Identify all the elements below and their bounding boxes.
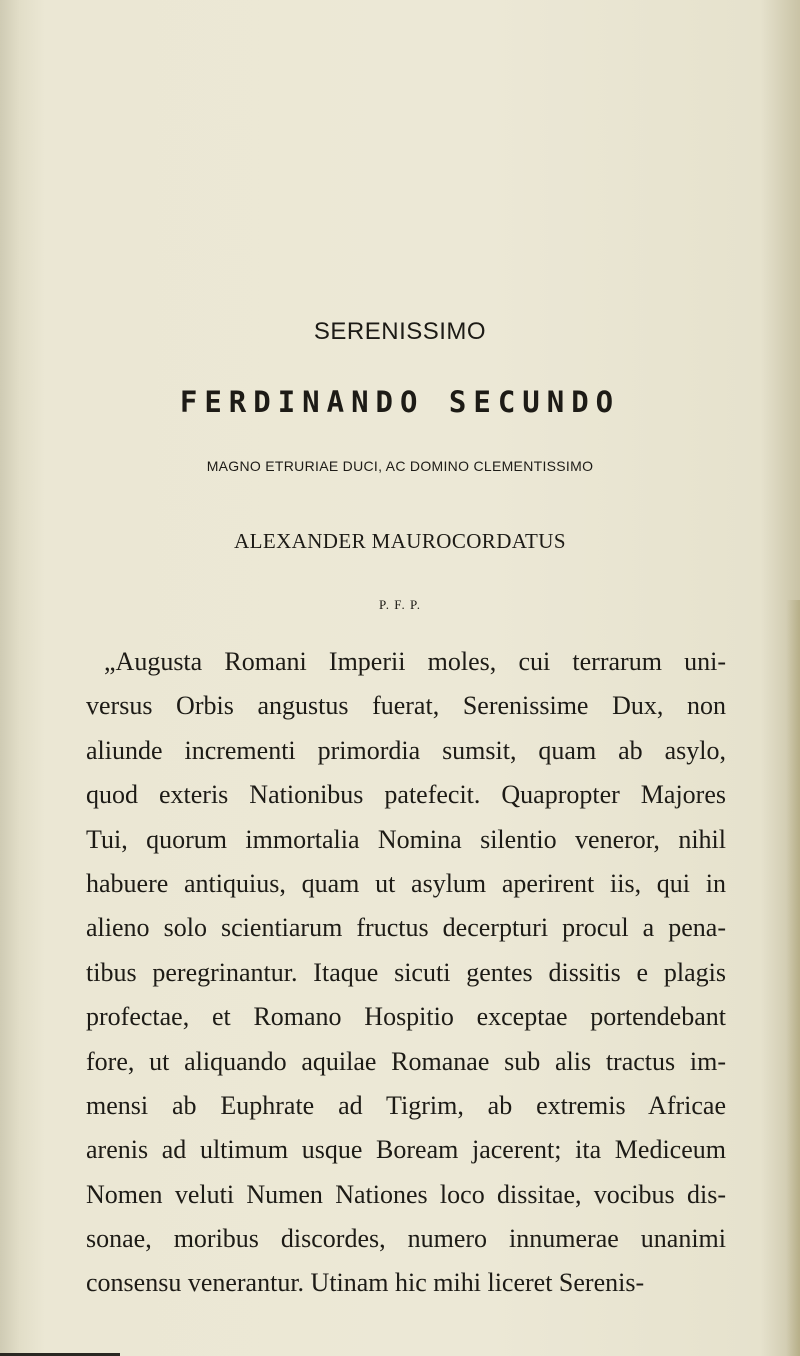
body-line: profectae, et Romano Hospitio exceptae portendebant <box>86 1002 726 1032</box>
dedication-salutation: SERENISSIMO <box>313 318 487 345</box>
body-line: habuere antiquius, quam ut asylum aperirent iis, qui in <box>86 868 726 898</box>
body-line: consensu venerantur. Utinam hic mihi liceret Serenis- <box>86 1268 645 1298</box>
body-line: aliunde incrementi primordia sumsit, quam ab asylo, <box>86 735 726 765</box>
body-line: arenis ad ultimum usque Boream jacerent; ita Mediceum <box>86 1135 726 1165</box>
body-line: fore, ut aliquando aquilae Romanae sub alis tractus im- <box>86 1046 726 1076</box>
body-line: sonae, moribus discordes, numero innumerae unanimi <box>86 1224 726 1254</box>
body-line: tibus peregrinantur. Itaque sicuti gentes dissitis e plagis <box>86 957 726 987</box>
body-line: versus Orbis angustus fuerat, Serenissime Dux, non <box>86 691 726 721</box>
page-edge-shadow <box>786 600 800 1356</box>
dedication-author: ALEXANDER MAUROCORDATUS <box>234 529 566 553</box>
dedication-body <box>86 640 726 1306</box>
body-line: Nomen veluti Numen Nationes loco dissitae, vocibus dis- <box>86 1179 726 1209</box>
body-line: quod exteris Nationibus patefecit. Quapropter Majores <box>86 780 726 810</box>
dedication-recipient: FERDINANDO SECUNDO <box>179 385 621 419</box>
body-line: Tui, quorum immortalia Nomina silentio veneror, nihil <box>86 824 726 854</box>
body-line: mensi ab Euphrate ad Tigrim, ab extremis Africae <box>86 1090 726 1120</box>
body-line: „Augusta Romani Imperii moles, cui terrarum uni- <box>104 647 726 676</box>
dedication-author-initials: P. F. P. <box>378 597 422 612</box>
dedication-recipient-titles: MAGNO ETRURIAE DUCI, AC DOMINO CLEMENTISSIMO <box>206 458 594 474</box>
body-line: alieno solo scientiarum fructus decerpturi procul a pena- <box>86 913 726 943</box>
